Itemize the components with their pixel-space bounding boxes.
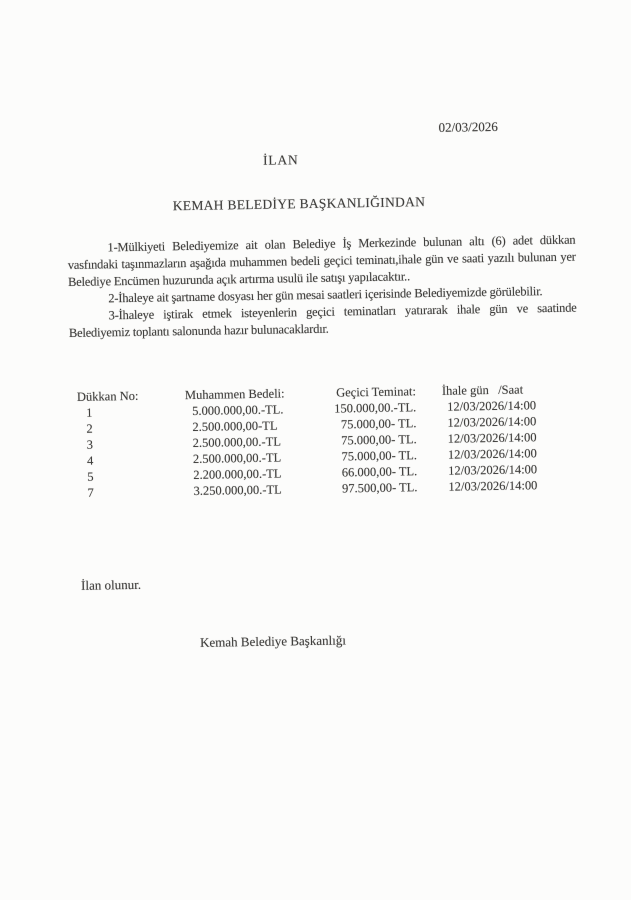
cell-dukkan-no: 5	[87, 469, 94, 484]
cell-ihale-gun-saat: 12/03/2026/14:00	[447, 398, 537, 414]
cell-gecici-teminat: 75.000,00- TL.	[341, 448, 418, 464]
cell-gecici-teminat: 75.000,00- TL.	[341, 432, 417, 448]
closing-statement: İlan olunur.	[80, 576, 142, 593]
document-heading: KEMAH BELEDİYE BAŞKANLIĞINDAN	[172, 194, 426, 214]
paragraph-3: 3-İhaleye iştirak etmek isteyenlerin geçici teminatları yatırarak ihale gün ve saatinde Belediyemiz toplantı salonunda hazır bulunacaklardır.	[68, 300, 577, 341]
column-header-muhammen-bedeli: Muhammen Bedeli:	[184, 386, 285, 403]
cell-dukkan-no: 7	[87, 485, 94, 500]
column-header-gecici-teminat: Geçici Teminat:	[336, 384, 417, 400]
cell-dukkan-no: 3	[86, 437, 94, 452]
column-header-ihale-gun-saat: İhale gün /Saat	[441, 382, 524, 398]
cell-ihale-gun-saat: 12/03/2026/14:00	[448, 478, 538, 494]
cell-gecici-teminat: 75.000,00- TL.	[340, 416, 417, 432]
document-date: 02/03/2026	[438, 118, 498, 135]
body-paragraphs	[67, 232, 577, 342]
cell-gecici-teminat: 66.000,00- TL.	[341, 464, 418, 480]
auction-table	[70, 380, 590, 501]
cell-muhammen-bedeli: 2.500.000,00.-TL	[192, 434, 282, 450]
cell-muhammen-bedeli: 2.200.000,00.-TL	[193, 466, 282, 482]
paragraph-2: 2-İhaleye ait şartname dosyası her gün mesai saatleri içerisinde Belediyemizde görülebilir.	[108, 284, 543, 306]
column-header-dukkan-no: Dükkan No:	[76, 388, 139, 404]
cell-muhammen-bedeli: 5.000.000,00.-TL.	[192, 402, 284, 418]
cell-muhammen-bedeli: 3.250.000,00.-TL	[193, 482, 282, 498]
paragraph-1: 1-Mülkiyeti Belediyemize ait olan Belediye İş Merkezinde bulunan altı (6) adet dükkan vasfındaki taşınmazların aşağıda muhammen bedeli geçici teminatı,ihale gün ve saati yazılı bulunan yer Belediye Encümen huzurunda açık artırma usulü ile satışı yapılacaktır..	[67, 232, 576, 290]
cell-muhammen-bedeli: 2.500.000,00.-TL	[192, 450, 282, 466]
cell-muhammen-bedeli: 2.500.000,00-TL	[192, 418, 278, 434]
cell-ihale-gun-saat: 12/03/2026/14:00	[447, 446, 537, 462]
document-title: İLAN	[262, 152, 299, 168]
cell-dukkan-no: 2	[86, 421, 93, 436]
signature-line: Kemah Belediye Başkanlığı	[199, 632, 347, 650]
cell-ihale-gun-saat: 12/03/2026/14:00	[448, 462, 538, 478]
cell-ihale-gun-saat: 12/03/2026/14:00	[447, 414, 537, 430]
cell-gecici-teminat: 97.500,00- TL.	[341, 480, 418, 496]
cell-gecici-teminat: 150.000,00.-TL.	[334, 400, 417, 416]
cell-ihale-gun-saat: 12/03/2026/14:00	[447, 430, 537, 446]
cell-dukkan-no: 4	[86, 453, 94, 468]
cell-dukkan-no: 1	[86, 405, 93, 420]
